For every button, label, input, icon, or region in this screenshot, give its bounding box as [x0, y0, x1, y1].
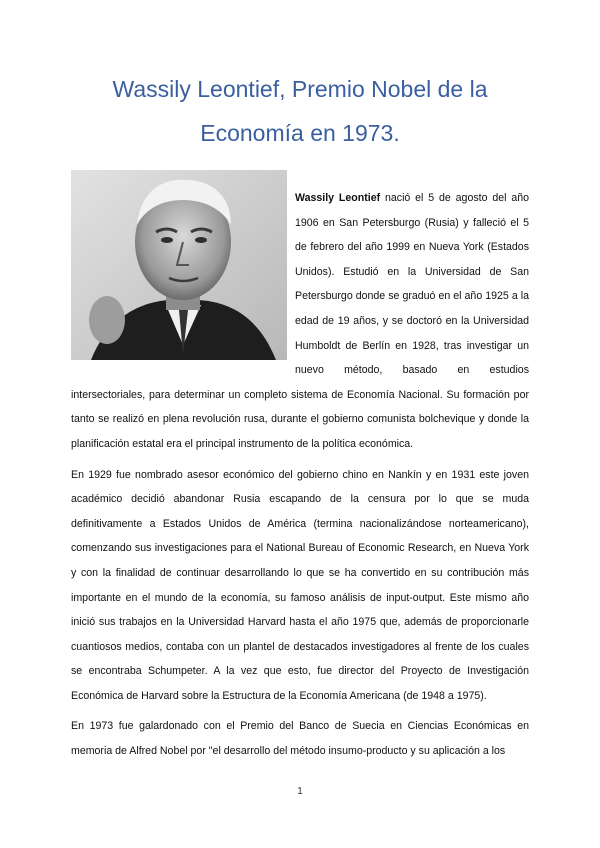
paragraph-2: En 1929 fue nombrado asesor económico del gobierno chino en Nankín y en 1931 este joven académico decidió abandonar Rusia escapando de la censura por lo que se muda definitivamente a Estados Unidos de América (termina nacionalizándose norteamericano), comenzando sus investigaciones para el National Bureau of Economic Research, en Nueva York y con la finalidad de continuar desarrollando lo que se ha convertido en su contribución más importante en el mundo de la economía, su famoso análisis de input-output. Este mismo año inició sus trabajos en la Universidad Harvard hasta el año 1975 que, además de proporcionarle cuantiosos medios, contaba con un plantel de destacados investigadores al frente de los cuales se encontraba Schumpeter. A la vez que esto, fue director del Proyecto de Investigación Económica de Harvard sobre la Estructura de la Economía Americana (de 1948 a 1975).: [71, 468, 529, 702]
paragraph-1-text: nació el 5 de agosto del año 1906 en San Petersburgo (Rusia) y falleció el 5 de febrero del año 1999 en Nueva York (Estados Unidos). Estudió en la Universidad de San Petersburgo donde se graduó en el año 1925 a la edad de 19 años, y se doctoró en la Universidad Humboldt de Berlín en 1928, tras investigar un nuevo método, basado en estudios intersectoriales, para determinar un completo sistema de Economía Nacional. Su formación por tanto se realizó en plena revolución rusa, durante el gobierno comunista bolchevique y donde la planificación estatal era el principal instrumento de la política económica.: [71, 192, 530, 450]
paragraph-3: En 1973 fue galardonado con el Premio del Banco de Suecia en Ciencias Económicas en memoria de Alfred Nobel por "el desarrollo del método insumo-producto y su aplicación a los: [71, 720, 529, 758]
portrait-photo: [71, 170, 287, 360]
page-title-line2: Economía en 1973.: [200, 120, 400, 146]
portrait-image: [71, 170, 287, 360]
article-body: [71, 186, 529, 770]
page-title-line1: Wassily Leontief, Premio Nobel de la: [112, 76, 488, 102]
person-name: Wassily Leontief: [295, 192, 381, 204]
page-number: 1: [297, 786, 303, 797]
